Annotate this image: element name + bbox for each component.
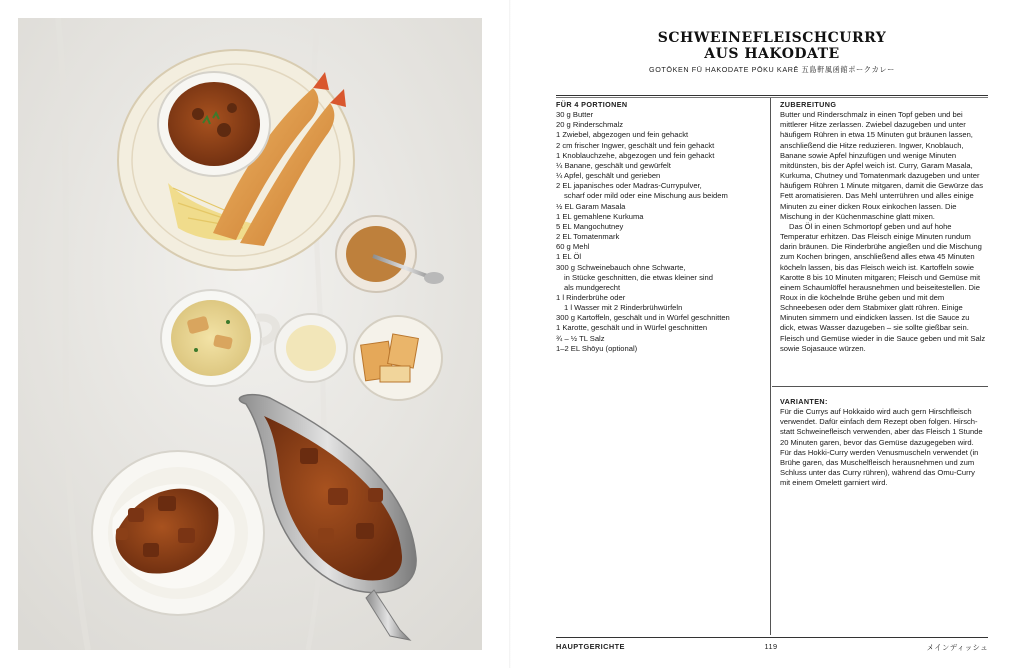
- preparation-heading: ZUBEREITUNG: [780, 100, 837, 109]
- ingredient-line: 1 EL Öl: [556, 252, 582, 262]
- ingredients-heading: FÜR 4 PORTIONEN: [556, 100, 628, 109]
- ingredient-line: 1 l Rinderbrühe oder: [556, 292, 626, 302]
- ingredient-line: ½ EL Garam Masala: [556, 201, 626, 211]
- ingredient-line: scharf oder mild oder eine Mischung aus beidem: [564, 191, 728, 201]
- variants-rule: [772, 386, 988, 387]
- ingredient-line: 1–2 EL Shōyu (optional): [556, 343, 638, 353]
- ingredient-line: 5 EL Mangochutney: [556, 221, 624, 231]
- ingredient-line: 1 Zwiebel, abgezogen und fein gehackt: [556, 130, 689, 140]
- ingredients-column: [556, 100, 764, 354]
- variants-heading: VARIANTEN:: [780, 397, 828, 406]
- top-rule: [556, 95, 988, 96]
- recipe-title-line-1: SCHWEINEFLEISCHCURRY: [657, 30, 887, 46]
- preparation-paragraph-2: Das Öl in einen Schmortopf geben und auf hohe Temperatur erhitzen. Das Fleisch einige Minuten rundum darin bräunen. Die Rinderbrühe angießen und die Mischung zum Kochen bringen, anschließend alles etwa 45 Minuten köcheln lassen, bis das Fleisch weich ist. Kartoffeln sowie Karotte 8 bis 10 Minuten mitgaren; Fleisch und Gemüse mit einem Schaumlöffel herausnehmen und beiseitestellen. Die Roux in die köchelnde Brühe geben und mit dem Schneebesen oder dem Stabmixer glatt rühren. Einige Minuten simmern und eindicken lassen. Ist die Sauce zu dick, etwas Wasser dazugeben – sie sollte gießbar sein. Fleisch und Gemüse wieder in die Sauce geben und mit Salz sowie Sojasauce würzen.: [780, 221, 986, 353]
- recipe-title-line-2: AUS HAKODATE: [704, 46, 840, 62]
- variants-text: Für die Currys auf Hokkaido wird auch gern Hirschfleisch verwendet. Dafür einfach dem Rezept oben folgen. Hirsch- statt Schweinefleisch verwenden, aber das Fleisch 1 Stunde 20 Minuten garen, bevor das Gemüse dazugegeben wird. Für das Hokki-Curry werden Venusmuscheln verwendet (in Brühe garen, das Muschelfleisch herausnehmen und zum Schluss unter das Curry rühren), während das Omu-Curry mit einem Omelett garniert wird.: [780, 407, 983, 488]
- top-rule-thin: [556, 97, 988, 98]
- ingredient-line: 2 cm frischer Ingwer, geschält und fein gehackt: [556, 140, 715, 150]
- ingredient-line: 60 g Mehl: [556, 242, 590, 252]
- preparation-column: [780, 100, 987, 354]
- ingredient-line: 300 g Kartoffeln, geschält und in Würfel geschnitten: [556, 313, 730, 323]
- food-illustration: [18, 18, 482, 650]
- ingredient-line: 300 g Schweinebauch ohne Schwarte,: [556, 262, 686, 272]
- food-photo: [18, 18, 482, 650]
- ingredient-line: 30 g Butter: [556, 110, 594, 120]
- ingredient-line: ¾ – ½ TL Salz: [556, 333, 605, 343]
- ingredient-line: 20 g Rinderschmalz: [556, 120, 624, 130]
- ingredient-list: [556, 110, 764, 354]
- recipe-title: [556, 30, 988, 62]
- ingredient-line: 1 Karotte, geschält und in Würfel geschnitten: [556, 323, 708, 333]
- ingredient-line: als mundgerecht: [564, 282, 621, 292]
- ingredient-line: 2 EL Tomatenmark: [556, 232, 620, 242]
- page-gutter: [509, 0, 511, 668]
- bottom-rule: [556, 637, 988, 638]
- footer-section-japanese: メインディッシュ: [926, 643, 988, 652]
- variants-section: [780, 397, 987, 488]
- ingredient-line: ¼ Banane, geschält und gewürfelt: [556, 160, 671, 170]
- ingredient-line: 2 EL japanisches oder Madras-Currypulver,: [556, 181, 702, 191]
- ingredient-line: 1 Knoblauchzehe, abgezogen und fein gehackt: [556, 150, 715, 160]
- page-number: 119: [764, 642, 778, 651]
- ingredient-line: in Stücke geschnitten, die etwas kleiner sind: [564, 272, 714, 282]
- preparation-paragraph-1: Butter und Rinderschmalz in einen Topf geben und bei mittlerer Hitze zerlassen. Zwiebel dazugeben und unter häufigem Rühren in etwa 15 Minuten gut bräunen lassen, anschließend die Hitze reduzieren. Ingwer, Knoblauch, Banane sowie Apfel hinzufügen und wenige Minuten mitdünsten, bis der Apfel weich ist. Curry, Garam Masala, Kurkuma, Chutney und Tomatenmark dazugeben und unter häufigem Rühren 1 Minute mitgaren, damit die Gewürze das Fett aromatisieren. Das Mehl unterrühren und alles einige Minuten zu einer dicken Roux einkochen lassen. Die Mischung in der Küchenmaschine glatt mixen.: [780, 110, 984, 221]
- recipe-subtitle: GOTŌKEN FŪ HAKODATE PŌKU KARĒ 五島軒風函館ポークカレー: [649, 65, 895, 74]
- ingredient-line: 1 l Wasser mit 2 Rinderbrühwürfeln: [564, 303, 683, 313]
- footer-section-name: HAUPTGERICHTE: [556, 642, 625, 651]
- ingredient-line: 1 EL gemahlene Kurkuma: [556, 211, 644, 221]
- ingredient-line: ¼ Apfel, geschält und gerieben: [556, 171, 661, 181]
- column-divider: [770, 98, 771, 635]
